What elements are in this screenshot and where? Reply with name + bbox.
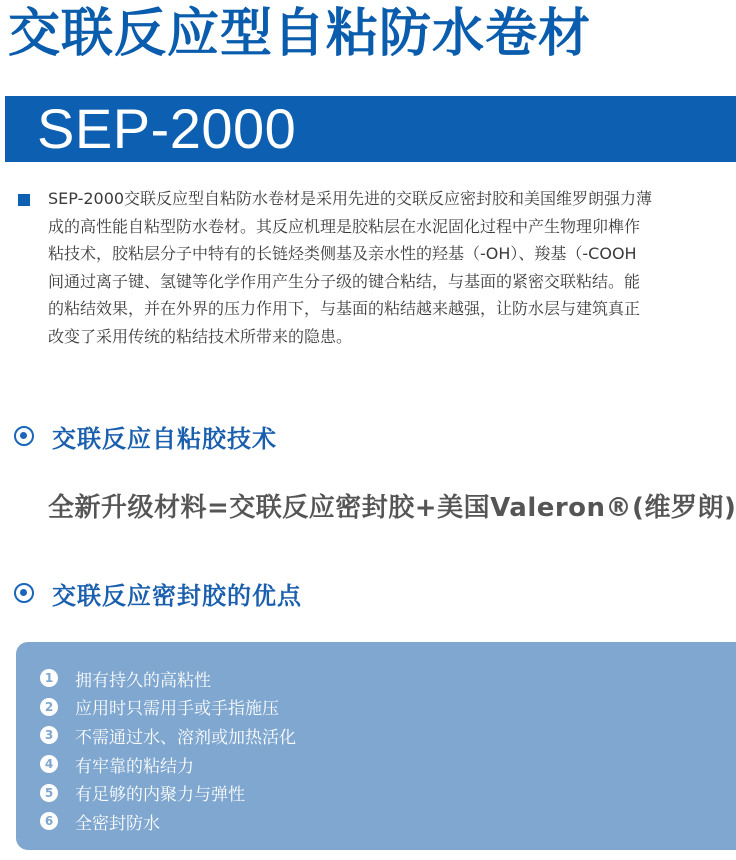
advantages-panel (16, 642, 736, 850)
intro-line: SEP-2000交联反应型自粘防水卷材是采用先进的交联反应密封胶和美国维罗朗强力薄 (48, 189, 653, 208)
model-banner (5, 96, 736, 162)
advantage-text: 全密封防水 (75, 813, 160, 834)
section-title: 交联反应自粘胶技术 (52, 424, 277, 453)
number-badge-icon: 2 (40, 698, 58, 716)
intro-line: 的粘结效果，并在外界的压力作用下，与基面的粘结越来越强，让防水层与建筑真正 (48, 299, 641, 318)
target-bullet-icon (14, 583, 34, 603)
advantage-text: 有牢靠的粘结力 (75, 756, 194, 777)
intro-line: 改变了采用传统的粘结技术所带来的隐患。 (48, 326, 353, 346)
section-heading-advantages (14, 576, 302, 610)
number-badge-icon: 5 (40, 784, 58, 802)
intro-line: 间通过离子键、氢键等化学作用产生分子级的键合粘结，与基面的紧密交联粘结。能 (48, 271, 641, 291)
intro-paragraph (48, 185, 736, 350)
list-item (40, 778, 296, 807)
list-item (40, 664, 296, 693)
number-badge-icon: 3 (40, 726, 58, 744)
intro-line: 成的高性能自粘型防水卷材。其反应机理是胶粘层在水泥固化过程中产生物理卯榫作 (48, 216, 641, 236)
number-badge-icon: 1 (40, 669, 58, 687)
advantages-list (40, 664, 296, 836)
advantage-text: 有足够的内聚力与弹性 (75, 785, 245, 806)
page-title: 交联反应型自粘防水卷材 (8, 4, 592, 64)
square-bullet-icon (18, 194, 30, 206)
list-item (40, 721, 296, 750)
list-item (40, 693, 296, 722)
list-item (40, 750, 296, 779)
advantage-text: 拥有持久的高粘性 (75, 670, 211, 691)
model-number: SEP-2000 (37, 97, 297, 160)
number-badge-icon: 6 (40, 812, 58, 830)
intro-line: 粘技术，胶粘层分子中特有的长链烃类侧基及亲水性的羟基（-OH）、羧基（-COOH (48, 244, 637, 263)
advantage-text: 应用时只需用手或手指施压 (75, 699, 279, 720)
number-badge-icon: 4 (40, 755, 58, 773)
section-title: 交联反应密封胶的优点 (52, 581, 302, 610)
material-formula: 全新升级材料=交联反应密封胶+美国Valeron®(维罗朗) (48, 493, 736, 523)
advantage-text: 不需通过水、溶剂或加热活化 (75, 727, 296, 748)
list-item (40, 807, 296, 836)
target-bullet-icon (14, 426, 34, 446)
section-heading-technology (14, 419, 277, 453)
